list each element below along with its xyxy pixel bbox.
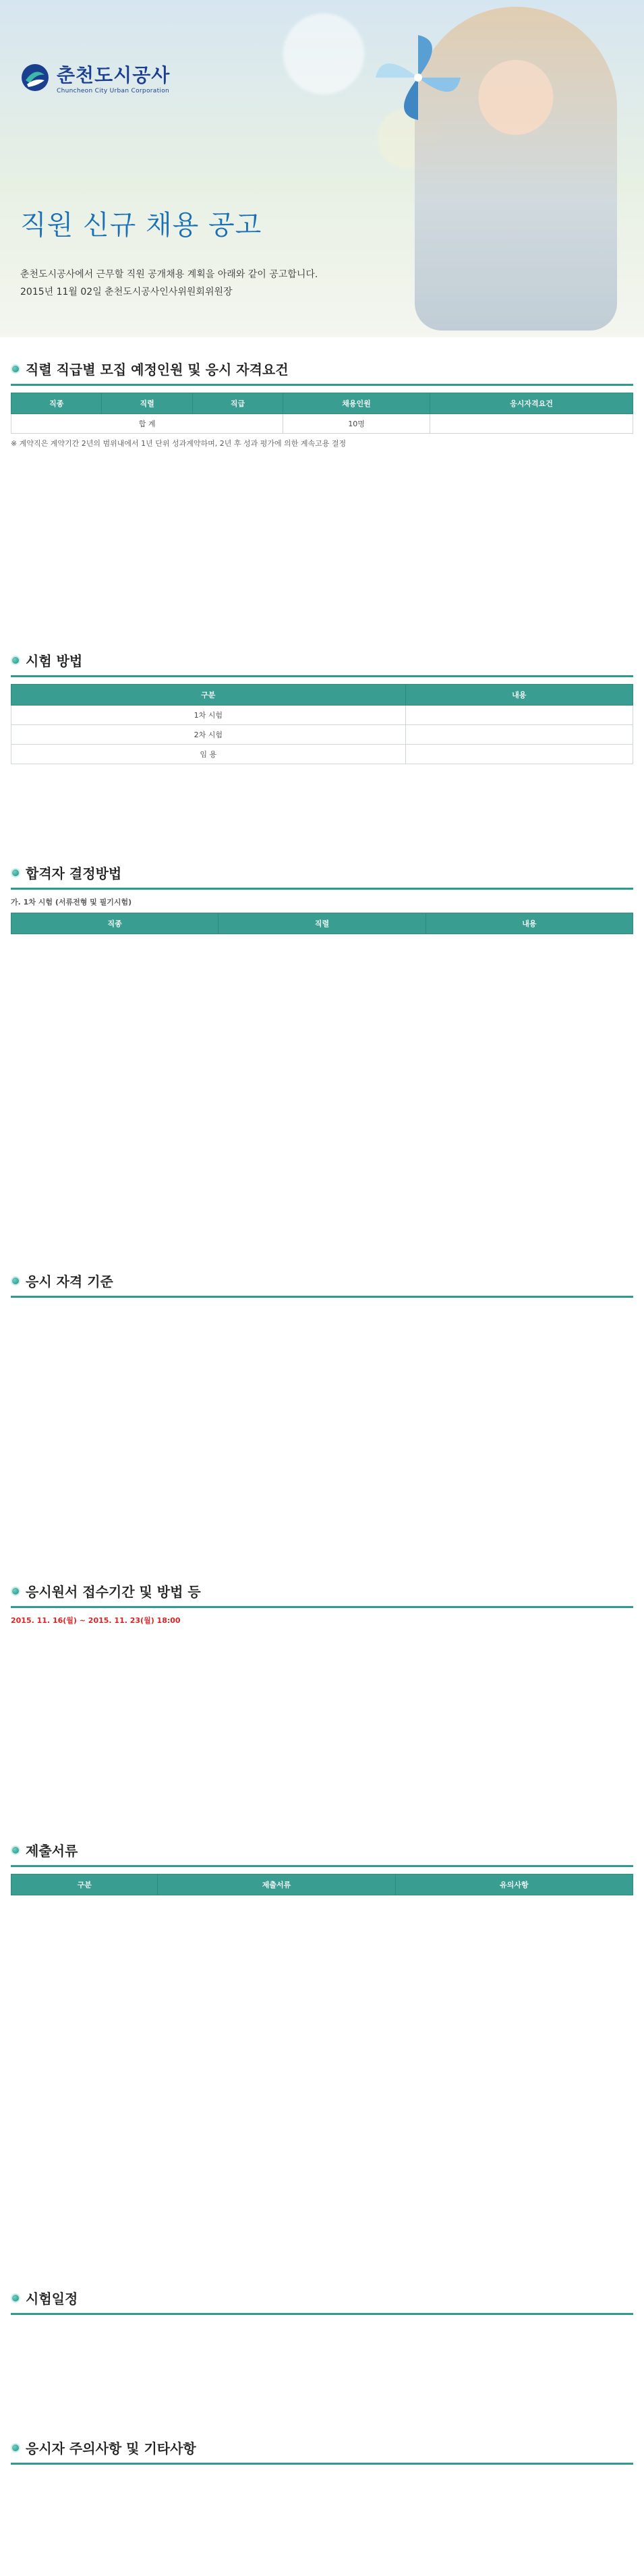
section-exam-method (11, 648, 633, 764)
section-note: ※ 계약직은 계약기간 2년의 범위내에서 1년 단위 성과계약하며, 2년 후 성과 평가에 의한 계속고용 결정 (11, 439, 347, 448)
section-selection (11, 860, 633, 934)
hero-intro (20, 266, 318, 301)
section-rule (11, 2463, 633, 2465)
table-row (11, 414, 633, 434)
section-schedule (11, 2285, 633, 2322)
selection-table (11, 913, 633, 934)
intro-line: 2015년 11월 02일 춘천도시공사인사위원회위원장 (20, 287, 233, 297)
pinwheel-icon (368, 27, 469, 128)
section-title: 시험일정 (26, 2291, 78, 2307)
corporation-logo (20, 61, 170, 94)
section-bullet-icon (11, 2293, 20, 2303)
logo-mark-icon (20, 63, 50, 92)
section-notice (11, 2435, 633, 2471)
exam-stage: 2차 시험 (11, 725, 406, 745)
section-rule (11, 2313, 633, 2315)
logo-english: Chuncheon City Urban Corporation (57, 88, 170, 94)
total-label: 합 계 (11, 414, 283, 434)
table-row (11, 745, 633, 764)
table-header: 직종 (11, 393, 102, 414)
section-documents (11, 1837, 633, 1895)
table-header: 유의사항 (395, 1874, 633, 1895)
section-title: 제출서류 (26, 1843, 78, 1859)
section-bullet-icon (11, 656, 20, 665)
subsection-title: 가. 1차 시험 (서류전형 및 필기시험) (11, 898, 132, 907)
section-bullet-icon (11, 1845, 20, 1855)
documents-table (11, 1874, 633, 1895)
section-recruitment (11, 356, 633, 449)
recruitment-table (11, 393, 633, 434)
section-title: 시험 방법 (26, 653, 83, 669)
section-rule (11, 1606, 633, 1608)
section-rule (11, 1296, 633, 1298)
section-bullet-icon (11, 364, 20, 374)
section-application (11, 1578, 633, 1626)
section-title: 응시자 주의사항 및 기타사항 (26, 2440, 196, 2457)
page-title: 직원 신규 채용 공고 (20, 210, 262, 241)
section-bullet-icon (11, 868, 20, 878)
table-header: 제출서류 (158, 1874, 395, 1895)
table-header: 채용인원 (283, 393, 430, 414)
table-header: 직종 (11, 913, 218, 934)
hero-banner (0, 0, 644, 337)
total-count: 10명 (283, 414, 430, 434)
section-bullet-icon (11, 2443, 20, 2453)
table-header: 직렬 (218, 913, 426, 934)
section-rule (11, 888, 633, 890)
section-rule (11, 1865, 633, 1867)
table-row (11, 706, 633, 725)
exam-stage: 임 용 (11, 745, 406, 764)
section-bullet-icon (11, 1276, 20, 1286)
section-title: 직렬 직급별 모집 예정인원 및 응시 자격요건 (26, 362, 289, 378)
section-eligibility (11, 1268, 633, 1305)
table-header: 내용 (426, 913, 633, 934)
exam-stage: 1차 시험 (11, 706, 406, 725)
section-rule (11, 675, 633, 677)
section-title: 합격자 결정방법 (26, 865, 122, 882)
section-title: 응시 자격 기준 (26, 1273, 113, 1290)
table-header: 구분 (11, 1874, 158, 1895)
exam-method-table (11, 684, 633, 764)
section-title: 응시원서 접수기간 및 방법 등 (26, 1584, 201, 1600)
logo-korean: 춘천도시공사 (57, 64, 171, 86)
section-rule (11, 384, 633, 386)
application-deadline: 2015. 11. 16(월) ~ 2015. 11. 23(월) 18:00 (11, 1616, 181, 1625)
bokeh-light (283, 13, 364, 94)
table-header: 응시자격요건 (430, 393, 633, 414)
table-header: 구분 (11, 685, 406, 706)
section-bullet-icon (11, 1586, 20, 1596)
table-header: 직급 (192, 393, 283, 414)
table-header: 직렬 (102, 393, 192, 414)
table-row (11, 725, 633, 745)
intro-line: 춘천도시공사에서 근무할 직원 공개채용 계획을 아래와 같이 공고합니다. (20, 269, 318, 280)
table-header: 내용 (405, 685, 633, 706)
